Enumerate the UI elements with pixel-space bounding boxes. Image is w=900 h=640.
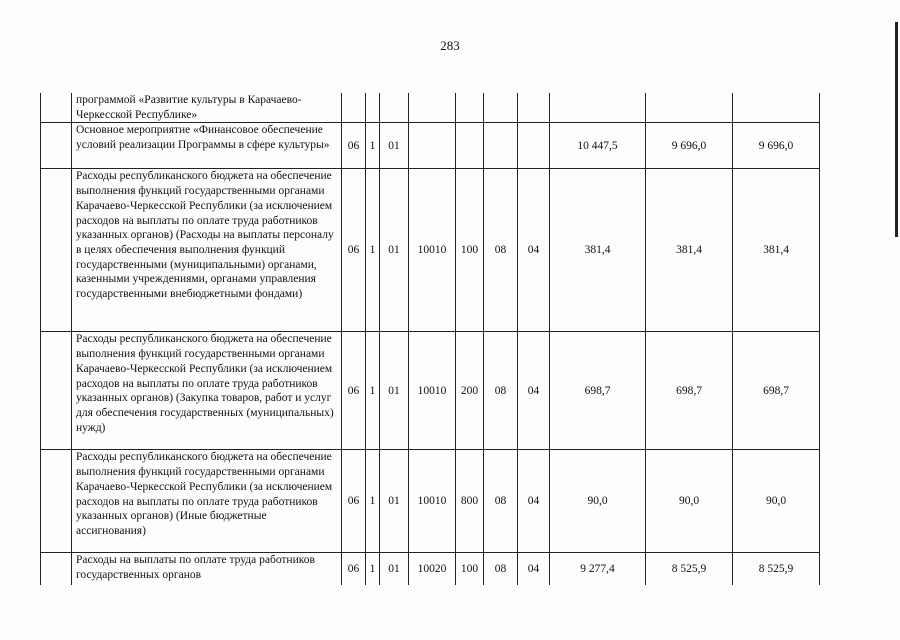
value-cell: 8 525,9	[646, 553, 733, 585]
code-cell	[484, 93, 518, 123]
value-cell: 10 447,5	[550, 123, 646, 169]
code-cell: 08	[484, 553, 518, 585]
row-name: Расходы республиканского бюджета на обеспечение выполнения функций государственными органами Карачаево-Черкесской Республики (за исключением расходов на выплаты по оплате труда работников указанных органов) (Расходы на выплаты персоналу в целях обеспечения выполнения функций государственными (муниципальными) органами, казенными учреждениями, органами управления государственными внебюджетными фондами)	[72, 169, 342, 332]
table-row	[41, 93, 820, 123]
value-cell: 381,4	[646, 169, 733, 332]
code-cell: 01	[380, 450, 409, 553]
code-cell: 04	[518, 553, 550, 585]
table-row	[41, 553, 820, 585]
value-cell: 9 696,0	[733, 123, 820, 169]
row-index-cell	[41, 169, 72, 332]
table-row	[41, 169, 820, 332]
page-number: 283	[440, 38, 460, 53]
code-cell: 06	[342, 332, 366, 450]
value-cell: 698,7	[733, 332, 820, 450]
code-cell: 06	[342, 553, 366, 585]
code-cell: 1	[366, 332, 380, 450]
code-cell: 100	[456, 553, 484, 585]
row-name: Расходы республиканского бюджета на обеспечение выполнения функций государственными органами Карачаево-Черкесской Республики (за исключением расходов на выплаты по оплате труда работников указанных органов) (Закупка товаров, работ и услуг для обеспечения государственных (муниципальных) нужд)	[72, 332, 342, 450]
code-cell: 06	[342, 169, 366, 332]
table-row	[41, 123, 820, 169]
code-cell: 04	[518, 450, 550, 553]
code-cell	[342, 93, 366, 123]
code-cell: 06	[342, 123, 366, 169]
value-cell: 381,4	[733, 169, 820, 332]
budget-table	[40, 93, 820, 585]
code-cell: 1	[366, 450, 380, 553]
code-cell: 08	[484, 450, 518, 553]
value-cell: 698,7	[646, 332, 733, 450]
code-cell: 08	[484, 169, 518, 332]
code-cell	[380, 93, 409, 123]
row-index-cell	[41, 123, 72, 169]
code-cell: 10010	[409, 169, 456, 332]
row-index-cell	[41, 450, 72, 553]
code-cell: 04	[518, 332, 550, 450]
value-cell	[646, 93, 733, 123]
code-cell: 01	[380, 169, 409, 332]
value-cell: 8 525,9	[733, 553, 820, 585]
value-cell	[550, 93, 646, 123]
code-cell: 04	[518, 169, 550, 332]
table-row	[41, 332, 820, 450]
value-cell: 90,0	[733, 450, 820, 553]
code-cell	[456, 123, 484, 169]
value-cell: 698,7	[550, 332, 646, 450]
value-cell: 9 696,0	[646, 123, 733, 169]
code-cell	[366, 93, 380, 123]
code-cell: 100	[456, 169, 484, 332]
row-index-cell	[41, 553, 72, 585]
value-cell	[733, 93, 820, 123]
value-cell: 90,0	[646, 450, 733, 553]
code-cell	[518, 93, 550, 123]
code-cell	[409, 93, 456, 123]
value-cell: 90,0	[550, 450, 646, 553]
code-cell	[409, 123, 456, 169]
code-cell	[518, 123, 550, 169]
row-index-cell	[41, 332, 72, 450]
code-cell: 10020	[409, 553, 456, 585]
code-cell: 01	[380, 123, 409, 169]
value-cell: 381,4	[550, 169, 646, 332]
code-cell: 01	[380, 553, 409, 585]
code-cell: 10010	[409, 332, 456, 450]
code-cell: 200	[456, 332, 484, 450]
scan-edge-mark	[895, 22, 898, 237]
row-index-cell	[41, 93, 72, 123]
code-cell: 06	[342, 450, 366, 553]
code-cell: 01	[380, 332, 409, 450]
row-name: Основное мероприятие «Финансовое обеспечение условий реализации Программы в сфере культуры»	[72, 123, 342, 169]
row-name: Расходы на выплаты по оплате труда работников государственных органов	[72, 553, 342, 585]
code-cell: 10010	[409, 450, 456, 553]
code-cell: 08	[484, 332, 518, 450]
table-row	[41, 450, 820, 553]
code-cell: 1	[366, 169, 380, 332]
code-cell	[456, 93, 484, 123]
code-cell: 800	[456, 450, 484, 553]
code-cell	[484, 123, 518, 169]
code-cell: 1	[366, 123, 380, 169]
code-cell: 1	[366, 553, 380, 585]
row-name: Расходы республиканского бюджета на обеспечение выполнения функций государственными органами Карачаево-Черкесской Республики (за исключением расходов на выплаты по оплате труда работников указанных органов) (Иные бюджетные ассигнования)	[72, 450, 342, 553]
row-name: программой «Развитие культуры в Карачаево-Черкесской Республике»	[72, 93, 342, 123]
value-cell: 9 277,4	[550, 553, 646, 585]
